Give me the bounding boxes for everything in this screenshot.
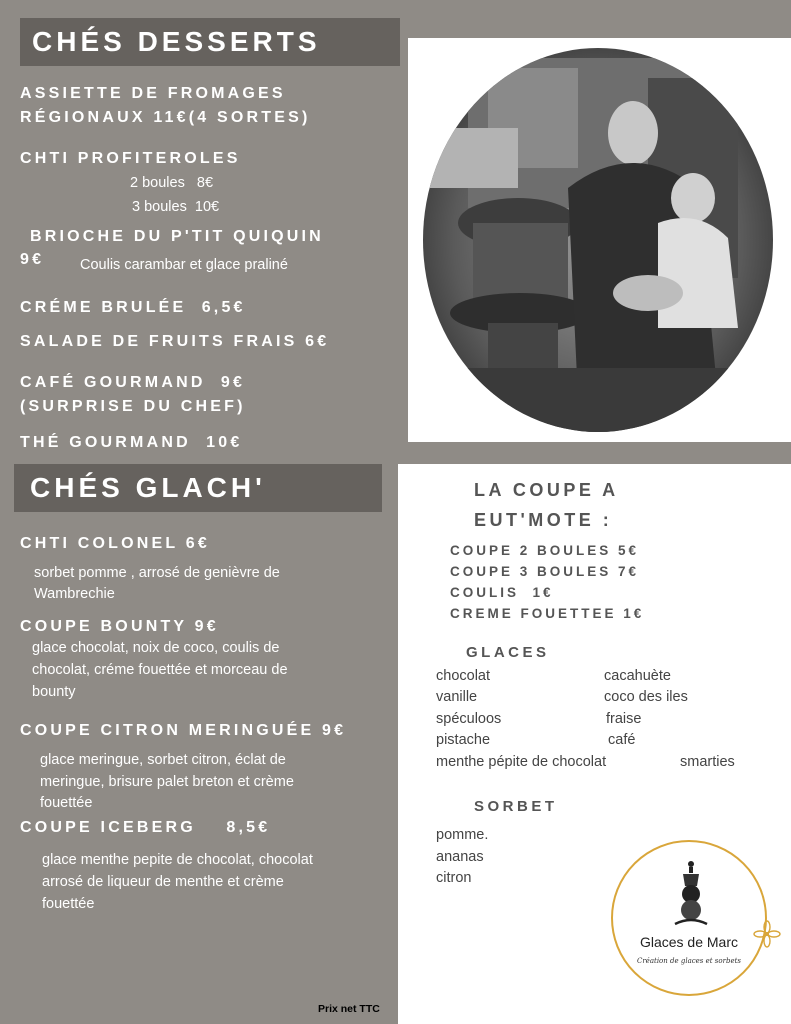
sorbet-item-1: pomme.: [436, 827, 489, 843]
logo-tagline: Création de glaces et sorbets: [636, 957, 741, 965]
ice-cream-icon: [671, 858, 711, 930]
sorbet-item-3: citron: [436, 870, 472, 886]
glach-header: [14, 464, 382, 512]
glace-col2-3: fraise: [606, 711, 642, 727]
desserts-header-text: CHÉS DESSERTS: [32, 26, 321, 57]
logo-name: Glaces de Marc: [639, 934, 739, 950]
glace-col2-4: café: [608, 732, 636, 748]
bounty-desc-line2: chocolat, créme fouettée et morceau de: [32, 662, 288, 678]
fromages-title-line2: RÉGIONAUX 11€(4 SORTES): [20, 109, 311, 126]
brioche-price: 9€: [20, 251, 45, 268]
coupe-item-1: COUPE 2 BOULES 5€: [450, 543, 640, 558]
bounty-desc-line3: bounty: [32, 684, 76, 700]
citron-desc-line3: fouettée: [40, 795, 93, 811]
brioche-title: BRIOCHE DU P'TIT QUIQUIN: [30, 228, 324, 245]
colonel-desc-line2: Wambrechie: [34, 586, 115, 602]
bounty-desc-line1: glace chocolat, noix de coco, coulis de: [32, 640, 280, 656]
glace-col2-1: cacahuète: [604, 668, 671, 684]
footer-price-note: Prix net TTC: [318, 1003, 380, 1015]
glace-col1-4: pistache: [436, 732, 491, 748]
coupe-item-2: COUPE 3 BOULES 7€: [450, 564, 640, 579]
salade-fruits: SALADE DE FRUITS FRAIS 6€: [20, 333, 330, 350]
iceberg-desc-line2: arrosé de liqueur de menthe et crème: [42, 874, 284, 890]
citron-title: COUPE CITRON MERINGUÉE 9€: [20, 722, 347, 739]
coupe-title-line2: EUT'MOTE :: [474, 510, 613, 530]
vintage-photo: [408, 38, 791, 442]
iceberg-desc-line1: glace menthe pepite de chocolat, chocolat: [42, 852, 313, 868]
coupe-item-3: COULIS 1€: [450, 585, 554, 600]
profiteroles-title: CHTI PROFITEROLES: [20, 150, 241, 167]
citron-desc-line1: glace meringue, sorbet citron, éclat de: [40, 752, 286, 768]
right-panel: [398, 464, 791, 1024]
glace-col1-3: spéculoos: [436, 711, 502, 727]
glace-col1-5: menthe pépite de chocolat: [436, 754, 607, 770]
profiteroles-3-boules: 3 boules 10€: [132, 199, 220, 215]
glace-col1-1: chocolat: [436, 668, 491, 684]
glace-col1-2: vanille: [436, 689, 478, 705]
creme-brulee: CRÉME BRULÉE 6,5€: [20, 299, 246, 316]
glace-col2-5: smarties: [680, 754, 735, 770]
citron-desc-line2: meringue, brisure palet breton et crème: [40, 774, 294, 790]
cafe-gourmand-line1: CAFÉ GOURMAND 9€: [20, 374, 246, 391]
bounty-title: COUPE BOUNTY 9€: [20, 618, 219, 635]
cafe-gourmand-line2: (SURPRISE DU CHEF): [20, 398, 246, 415]
desserts-header: [20, 18, 400, 66]
glaces-de-marc-logo: [611, 840, 767, 996]
glaces-title: GLACES: [466, 644, 550, 661]
brioche-description: Coulis carambar et glace praliné: [80, 257, 288, 273]
fromages-title-line1: ASSIETTE DE FROMAGES: [20, 85, 286, 102]
colonel-desc-line1: sorbet pomme , arrosé de genièvre de: [34, 565, 280, 581]
the-gourmand: THÉ GOURMAND 10€: [20, 434, 243, 451]
colonel-title: CHTI COLONEL 6€: [20, 535, 210, 552]
profiteroles-2-boules: 2 boules 8€: [130, 175, 214, 191]
coupe-title-line1: LA COUPE A: [474, 480, 619, 500]
sorbet-item-2: ananas: [436, 849, 484, 865]
coupe-item-4: CREME FOUETTEE 1€: [450, 606, 645, 621]
sorbet-title: SORBET: [474, 798, 558, 815]
vintage-photo-image: [408, 38, 791, 442]
iceberg-desc-line3: fouettée: [42, 896, 95, 912]
flower-icon: [753, 920, 781, 948]
iceberg-title: COUPE ICEBERG 8,5€: [20, 819, 271, 836]
glach-header-text: CHÉS GLACH': [30, 472, 266, 503]
glace-col2-2: coco des iles: [604, 689, 688, 705]
